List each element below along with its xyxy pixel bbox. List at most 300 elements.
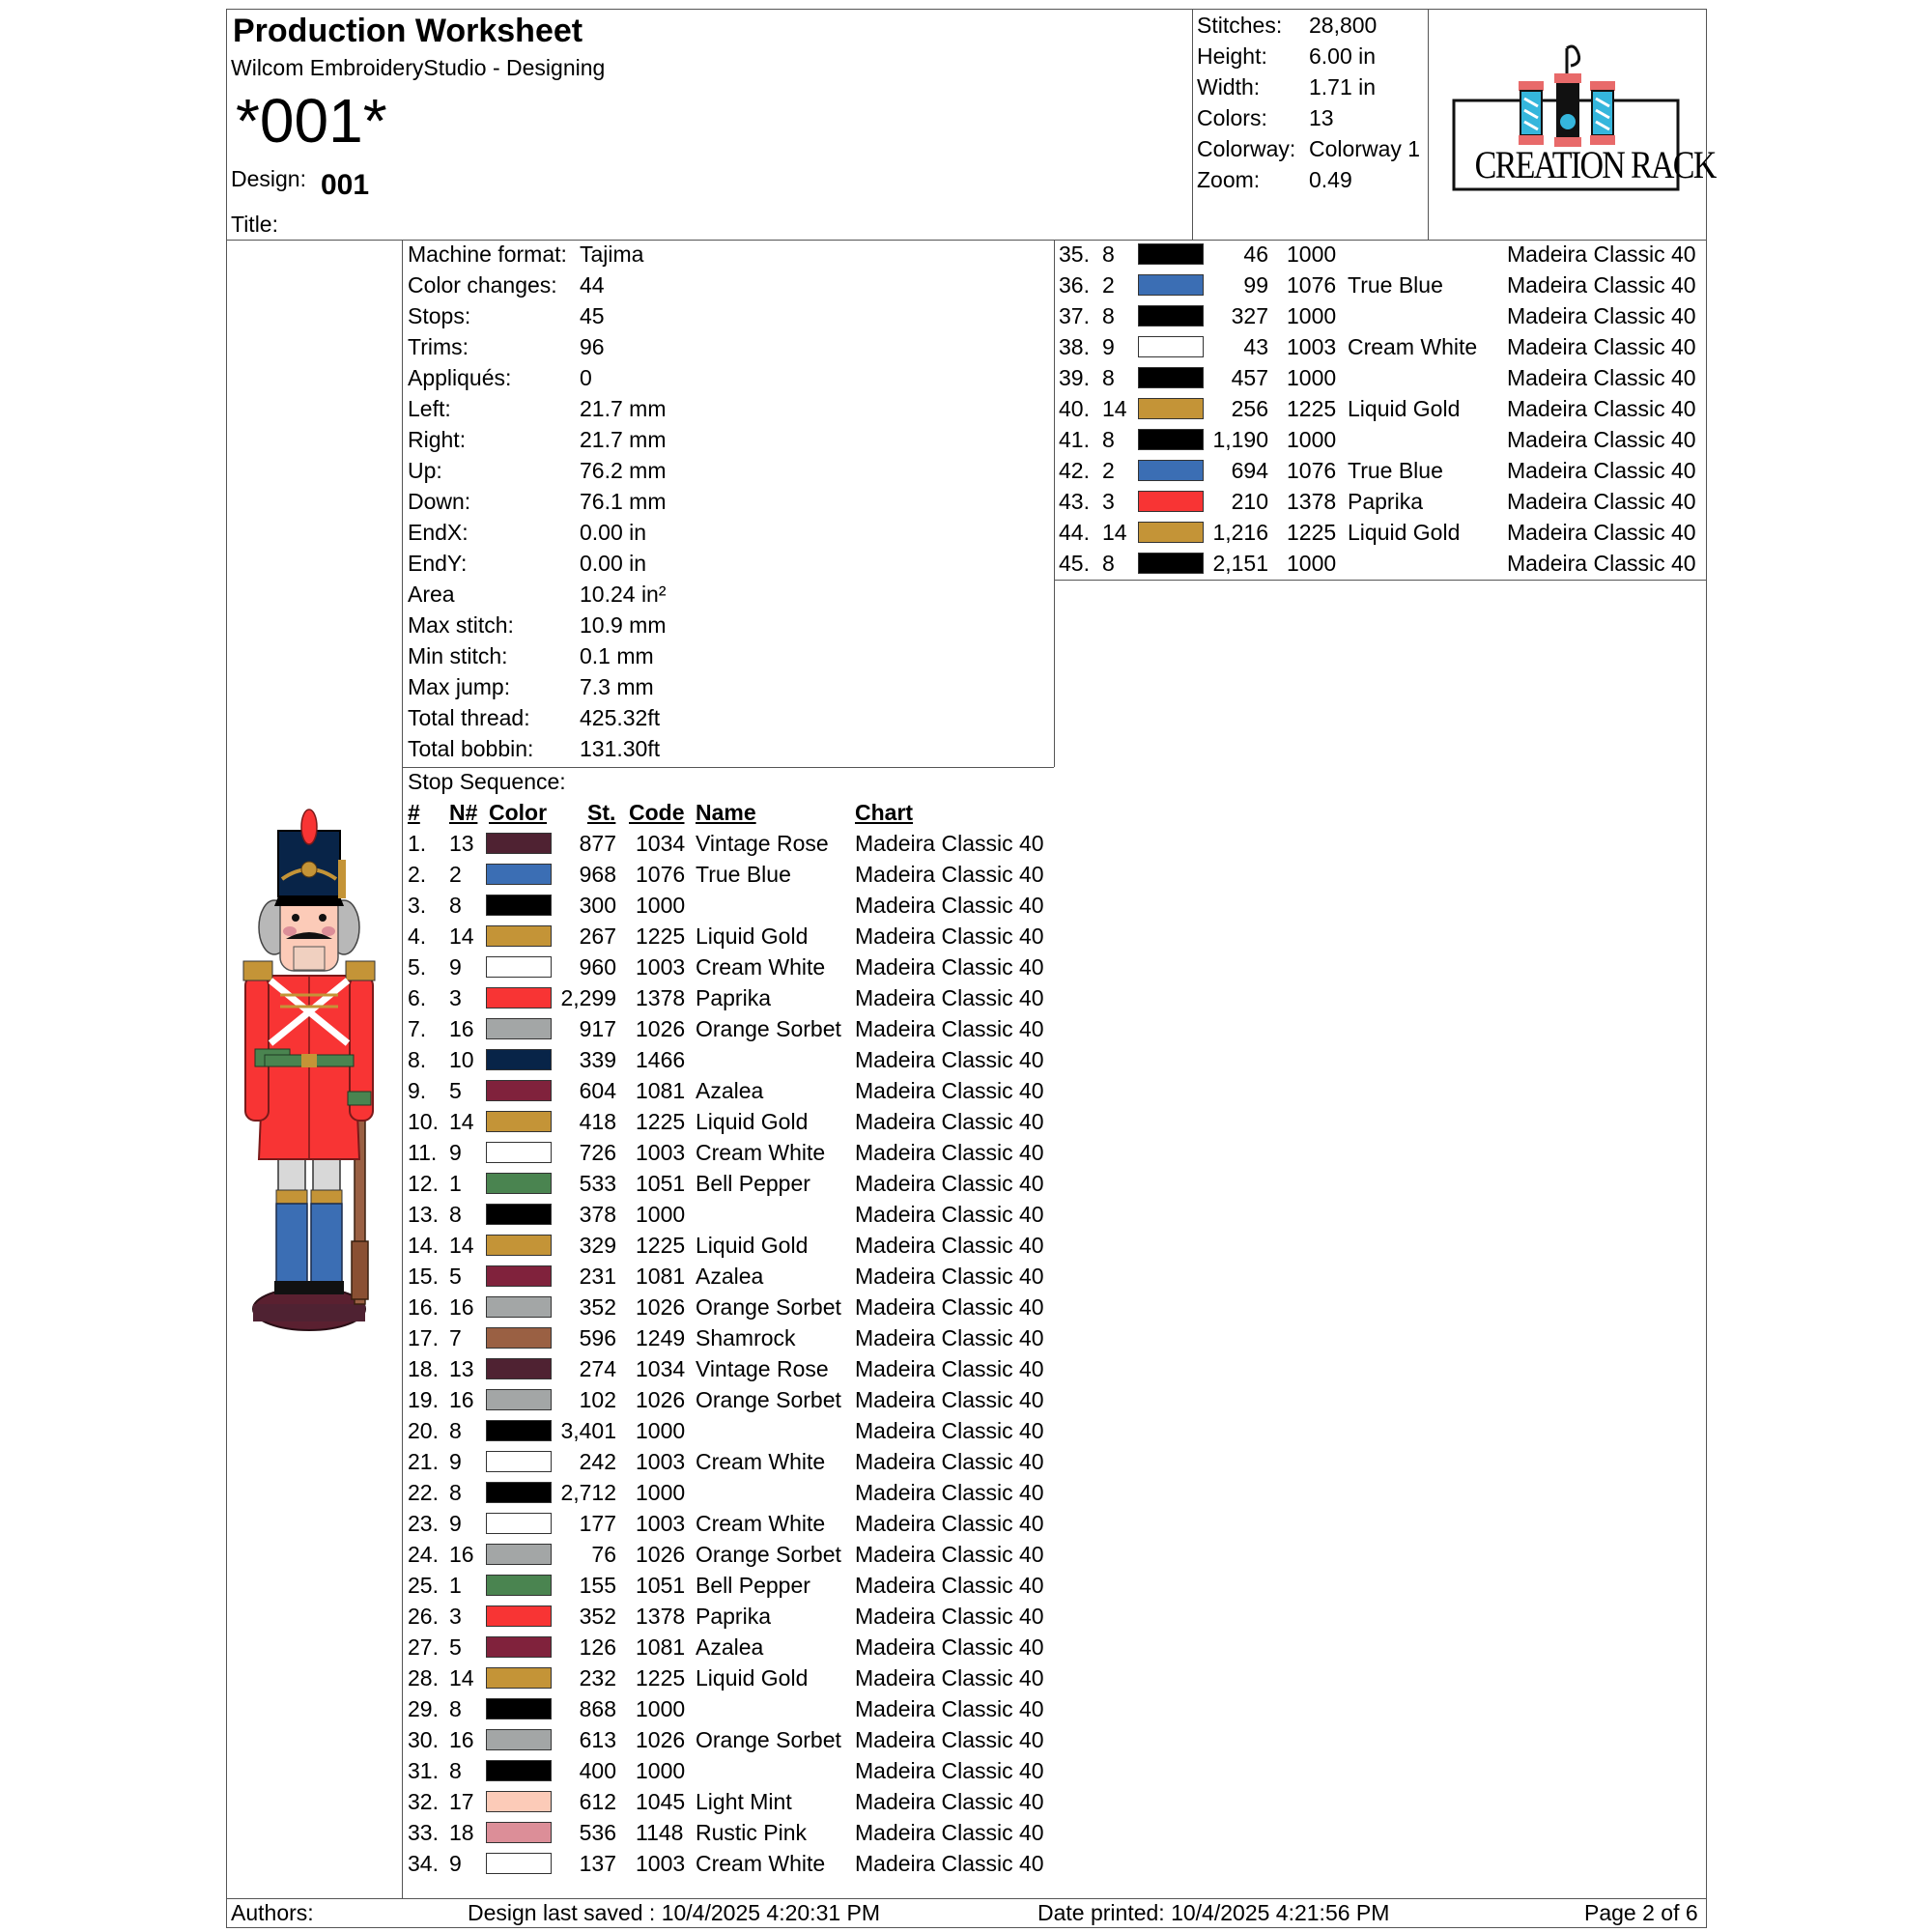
stop-code: 1378 [1287, 489, 1337, 514]
stop-code: 1076 [1287, 272, 1337, 298]
stop-needle: 14 [449, 1109, 474, 1134]
stop-color-swatch [486, 956, 552, 978]
stop-code: 1034 [636, 831, 686, 856]
stop-chart: Madeira Classic 40 [855, 1016, 1044, 1041]
stop-thread-name: Orange Sorbet [696, 1387, 841, 1412]
stop-number: 15. [408, 1264, 439, 1289]
stop-stitches: 596 [579, 1325, 616, 1350]
stop-number: 1. [408, 831, 427, 856]
stop-color-swatch [1138, 243, 1204, 265]
stop-code: 1378 [636, 1604, 686, 1629]
stop-needle: 16 [449, 1727, 474, 1752]
footer-authors: Authors: [231, 1900, 314, 1925]
stop-stitches: 267 [579, 923, 616, 949]
stop-chart: Madeira Classic 40 [855, 1047, 1044, 1072]
stop-needle: 3 [449, 1604, 462, 1629]
stat-value: 7.3 mm [580, 674, 654, 699]
design-code-large: *001* [236, 86, 387, 156]
stop-needle: 14 [1102, 520, 1127, 545]
stop-chart: Madeira Classic 40 [855, 1604, 1044, 1629]
stop-code: 1026 [636, 1294, 686, 1320]
stop-color-swatch [486, 1173, 552, 1194]
stop-stitches: 43 [1243, 334, 1268, 359]
stop-needle: 9 [449, 1449, 462, 1474]
stop-code: 1000 [1287, 427, 1337, 452]
stop-code: 1026 [636, 1542, 686, 1567]
stop-number: 24. [408, 1542, 439, 1567]
stop-stitches: 137 [579, 1851, 616, 1876]
stop-color-swatch [486, 1822, 552, 1843]
stop-stitches: 126 [579, 1634, 616, 1660]
stop-stitches: 3,401 [560, 1418, 616, 1443]
stop-color-swatch [486, 1018, 552, 1039]
stop-number: 21. [408, 1449, 439, 1474]
stop-needle: 5 [449, 1634, 462, 1660]
stop-stitches: 300 [579, 893, 616, 918]
stop-color-swatch [486, 1667, 552, 1689]
summary-label: Colorway: [1197, 136, 1296, 161]
stop-sequence-label: Stop Sequence: [408, 769, 566, 794]
stat-label: Machine format: [408, 242, 567, 267]
stat-value: 0 [580, 365, 592, 390]
stop-stitches: 917 [579, 1016, 616, 1041]
stop-needle: 18 [449, 1820, 474, 1845]
stop-stitches: 231 [579, 1264, 616, 1289]
stop-needle: 14 [449, 1665, 474, 1690]
stop-needle: 8 [1102, 303, 1115, 328]
stop-thread-name: Bell Pepper [696, 1573, 810, 1598]
summary-value: 1.71 in [1309, 74, 1377, 99]
stop-code: 1000 [636, 1202, 686, 1227]
stop-thread-name: Vintage Rose [696, 831, 829, 856]
stop-number: 10. [408, 1109, 439, 1134]
col-n: N# [449, 800, 478, 825]
stop-chart: Madeira Classic 40 [855, 1851, 1044, 1876]
design-preview [232, 802, 396, 1343]
stat-value: 44 [580, 272, 605, 298]
stop-number: 17. [408, 1325, 439, 1350]
stop-chart: Madeira Classic 40 [855, 1078, 1044, 1103]
stop-color-swatch [1138, 429, 1204, 450]
stop-thread-name: Paprika [1348, 489, 1423, 514]
stop-chart: Madeira Classic 40 [855, 1387, 1044, 1412]
stop-needle: 14 [449, 923, 474, 949]
summary-value: 6.00 in [1309, 43, 1377, 69]
stop-thread-name: True Blue [1348, 272, 1443, 298]
stop-number: 9. [408, 1078, 427, 1103]
stop-needle: 8 [449, 893, 462, 918]
stop-color-swatch [486, 1420, 552, 1441]
stop-chart: Madeira Classic 40 [1507, 427, 1696, 452]
stat-label: EndX: [408, 520, 469, 545]
stop-needle: 8 [449, 1202, 462, 1227]
stop-stitches: 76 [591, 1542, 616, 1567]
stop-color-swatch [1138, 491, 1204, 512]
stop-chart: Madeira Classic 40 [855, 862, 1044, 887]
stat-value: 21.7 mm [580, 427, 667, 452]
stop-code: 1051 [636, 1171, 686, 1196]
stop-stitches: 868 [579, 1696, 616, 1721]
stop-chart: Madeira Classic 40 [1507, 365, 1696, 390]
stop-color-swatch [486, 1451, 552, 1472]
stop-number: 29. [408, 1696, 439, 1721]
stop-thread-name: Azalea [696, 1078, 764, 1103]
stop-number: 37. [1059, 303, 1090, 328]
stop-number: 18. [408, 1356, 439, 1381]
stop-color-swatch [486, 1389, 552, 1410]
stop-code: 1003 [1287, 334, 1337, 359]
stop-color-swatch [486, 1049, 552, 1070]
stop-number: 3. [408, 893, 427, 918]
stop-stitches: 232 [579, 1665, 616, 1690]
stop-stitches: 329 [579, 1233, 616, 1258]
stop-number: 31. [408, 1758, 439, 1783]
nutcracker-soldier-image [232, 802, 396, 1343]
stop-stitches: 457 [1231, 365, 1268, 390]
stop-code: 1000 [636, 1418, 686, 1443]
stop-thread-name: Liquid Gold [696, 1109, 809, 1134]
stop-needle: 5 [449, 1078, 462, 1103]
stop-number: 20. [408, 1418, 439, 1443]
stat-value: 76.2 mm [580, 458, 667, 483]
summary-value: Colorway 1 [1309, 136, 1421, 161]
stop-code: 1076 [1287, 458, 1337, 483]
stop-code: 1081 [636, 1264, 686, 1289]
stat-label: Area [408, 582, 455, 607]
stop-stitches: 1,190 [1212, 427, 1268, 452]
stop-color-swatch [1138, 305, 1204, 327]
stop-chart: Madeira Classic 40 [855, 893, 1044, 918]
stop-color-swatch [486, 833, 552, 854]
stat-label: Color changes: [408, 272, 557, 298]
stop-number: 39. [1059, 365, 1090, 390]
stat-value: 10.24 in² [580, 582, 667, 607]
stop-code: 1003 [636, 1851, 686, 1876]
stop-chart: Madeira Classic 40 [1507, 520, 1696, 545]
stop-chart: Madeira Classic 40 [1507, 303, 1696, 328]
stop-number: 36. [1059, 272, 1090, 298]
stop-chart: Madeira Classic 40 [855, 1820, 1044, 1845]
stop-stitches: 694 [1231, 458, 1268, 483]
stop-number: 40. [1059, 396, 1090, 421]
stop-needle: 5 [449, 1264, 462, 1289]
stop-chart: Madeira Classic 40 [855, 1418, 1044, 1443]
stop-thread-name: Paprika [696, 985, 771, 1010]
stop-code: 1225 [1287, 396, 1337, 421]
stop-thread-name: Cream White [696, 1449, 826, 1474]
stop-color-swatch [1138, 336, 1204, 357]
stop-thread-name: Shamrock [696, 1325, 796, 1350]
stop-chart: Madeira Classic 40 [855, 1325, 1044, 1350]
stop-stitches: 242 [579, 1449, 616, 1474]
stop-number: 2. [408, 862, 427, 887]
stop-color-swatch [486, 895, 552, 916]
stop-needle: 1 [449, 1171, 462, 1196]
title-label: Title: [231, 212, 278, 237]
stop-code: 1378 [636, 985, 686, 1010]
stop-color-swatch [486, 1482, 552, 1503]
stop-stitches: 536 [579, 1820, 616, 1845]
stop-needle: 8 [449, 1480, 462, 1505]
stop-thread-name: Cream White [696, 1511, 826, 1536]
stop-code: 1225 [636, 1109, 686, 1134]
stop-chart: Madeira Classic 40 [1507, 551, 1696, 576]
right-table-divider [1054, 240, 1055, 580]
stop-chart: Madeira Classic 40 [855, 1727, 1044, 1752]
summary-label: Width: [1197, 74, 1261, 99]
stop-code: 1000 [636, 1480, 686, 1505]
summary-value: 13 [1309, 105, 1334, 130]
stop-code: 1003 [636, 954, 686, 980]
stop-code: 1003 [636, 1140, 686, 1165]
stop-stitches: 418 [579, 1109, 616, 1134]
creation-rack-logo [1449, 39, 1716, 203]
stop-stitches: 877 [579, 831, 616, 856]
stop-chart: Madeira Classic 40 [855, 1356, 1044, 1381]
stop-color-swatch [486, 1296, 552, 1318]
stop-color-swatch [1138, 367, 1204, 388]
footer-page-number: Page 2 of 6 [1584, 1900, 1698, 1925]
stop-chart: Madeira Classic 40 [855, 1511, 1044, 1536]
stop-chart: Madeira Classic 40 [855, 954, 1044, 980]
header-divider-1 [1192, 9, 1193, 241]
col-code: Code [629, 800, 685, 825]
stop-stitches: 378 [579, 1202, 616, 1227]
stat-label: Max stitch: [408, 612, 514, 638]
stop-code: 1034 [636, 1356, 686, 1381]
stop-chart: Madeira Classic 40 [855, 1696, 1044, 1721]
stat-label: Max jump: [408, 674, 511, 699]
stat-label: Stops: [408, 303, 471, 328]
stop-needle: 8 [1102, 365, 1115, 390]
stop-code: 1225 [1287, 520, 1337, 545]
stop-needle: 16 [449, 1016, 474, 1041]
stop-color-swatch [486, 1111, 552, 1132]
stop-color-swatch [1138, 274, 1204, 296]
stop-chart: Madeira Classic 40 [855, 1140, 1044, 1165]
stop-number: 35. [1059, 242, 1090, 267]
stop-thread-name: Orange Sorbet [696, 1016, 841, 1041]
stop-number: 12. [408, 1171, 439, 1196]
stop-code: 1045 [636, 1789, 686, 1814]
stat-value: 21.7 mm [580, 396, 667, 421]
stop-needle: 8 [1102, 242, 1115, 267]
stop-number: 7. [408, 1016, 427, 1041]
stop-needle: 17 [449, 1789, 474, 1814]
stop-code: 1026 [636, 1387, 686, 1412]
stop-color-swatch [1138, 522, 1204, 543]
stop-stitches: 256 [1231, 396, 1268, 421]
stop-chart: Madeira Classic 40 [1507, 396, 1696, 421]
stop-number: 16. [408, 1294, 439, 1320]
stop-stitches: 177 [579, 1511, 616, 1536]
stop-thread-name: True Blue [696, 862, 791, 887]
stop-needle: 7 [449, 1325, 462, 1350]
stop-needle: 14 [1102, 396, 1127, 421]
stop-code: 1003 [636, 1449, 686, 1474]
stop-stitches: 46 [1243, 242, 1268, 267]
stat-label: Total bobbin: [408, 736, 534, 761]
stop-needle: 13 [449, 831, 474, 856]
stop-thread-name: Bell Pepper [696, 1171, 810, 1196]
stop-code: 1148 [636, 1820, 684, 1845]
stop-code: 1000 [636, 1758, 686, 1783]
stop-code: 1000 [1287, 551, 1337, 576]
stop-number: 42. [1059, 458, 1090, 483]
stop-chart: Madeira Classic 40 [855, 1264, 1044, 1289]
stop-color-swatch [486, 1358, 552, 1379]
stop-number: 33. [408, 1820, 439, 1845]
stop-chart: Madeira Classic 40 [855, 1789, 1044, 1814]
stop-needle: 8 [1102, 427, 1115, 452]
stop-thread-name: Vintage Rose [696, 1356, 829, 1381]
stop-needle: 9 [1102, 334, 1115, 359]
stop-chart: Madeira Classic 40 [1507, 458, 1696, 483]
stop-color-swatch [486, 1791, 552, 1812]
stop-number: 45. [1059, 551, 1090, 576]
stat-label: Up: [408, 458, 442, 483]
stop-thread-name: Orange Sorbet [696, 1294, 841, 1320]
stat-value: 0.00 in [580, 551, 647, 576]
stop-chart: Madeira Classic 40 [855, 1480, 1044, 1505]
stop-color-swatch [486, 1142, 552, 1163]
stop-number: 23. [408, 1511, 439, 1536]
stop-needle: 3 [449, 985, 462, 1010]
stop-stitches: 327 [1231, 303, 1268, 328]
stop-stitches: 1,216 [1212, 520, 1268, 545]
stop-number: 34. [408, 1851, 439, 1876]
stop-chart: Madeira Classic 40 [855, 985, 1044, 1010]
footer-rule [226, 1898, 1707, 1899]
stop-thread-name: Azalea [696, 1264, 764, 1289]
stop-color-swatch [486, 1698, 552, 1719]
stop-chart: Madeira Classic 40 [1507, 272, 1696, 298]
summary-label: Zoom: [1197, 167, 1261, 192]
stop-stitches: 613 [579, 1727, 616, 1752]
stat-label: Total thread: [408, 705, 530, 730]
footer-date-printed: Date printed: 10/4/2025 4:21:56 PM [1037, 1900, 1390, 1925]
stop-needle: 8 [449, 1418, 462, 1443]
stop-chart: Madeira Classic 40 [855, 1109, 1044, 1134]
stop-number: 13. [408, 1202, 439, 1227]
stop-thread-name: Liquid Gold [1348, 520, 1461, 545]
stop-color-swatch [486, 1853, 552, 1874]
stop-chart: Madeira Classic 40 [855, 1634, 1044, 1660]
header-divider-2 [1428, 9, 1429, 241]
stop-thread-name: True Blue [1348, 458, 1443, 483]
stop-needle: 1 [449, 1573, 462, 1598]
stop-needle: 9 [449, 1511, 462, 1536]
summary-value: 0.49 [1309, 167, 1352, 192]
stop-stitches: 210 [1231, 489, 1268, 514]
stop-number: 8. [408, 1047, 427, 1072]
stop-stitches: 352 [579, 1294, 616, 1320]
stat-value: 0.00 in [580, 520, 647, 545]
stop-needle: 8 [1102, 551, 1115, 576]
stop-color-swatch [486, 1235, 552, 1256]
stat-label: Trims: [408, 334, 469, 359]
stop-stitches: 2,151 [1212, 551, 1268, 576]
stat-value: 96 [580, 334, 605, 359]
stop-color-swatch [486, 1080, 552, 1101]
stop-needle: 9 [449, 1851, 462, 1876]
preview-column-divider [402, 240, 403, 1898]
stop-color-swatch [486, 1575, 552, 1596]
stat-value: 425.32ft [580, 705, 661, 730]
stop-thread-name: Orange Sorbet [696, 1542, 841, 1567]
stop-number: 14. [408, 1233, 439, 1258]
stop-thread-name: Cream White [1348, 334, 1478, 359]
stop-color-swatch [486, 1544, 552, 1565]
stop-number: 32. [408, 1789, 439, 1814]
stop-number: 6. [408, 985, 427, 1010]
stop-needle: 8 [449, 1758, 462, 1783]
stat-value: 0.1 mm [580, 643, 654, 668]
stop-code: 1225 [636, 923, 686, 949]
stop-number: 41. [1059, 427, 1090, 452]
col-st: St. [587, 800, 616, 825]
stop-chart: Madeira Classic 40 [1507, 334, 1696, 359]
col-num: # [408, 800, 420, 825]
page-title: Production Worksheet [233, 13, 583, 49]
summary-label: Stitches: [1197, 13, 1283, 38]
stop-number: 5. [408, 954, 427, 980]
stop-color-swatch [486, 1636, 552, 1658]
stop-code: 1026 [636, 1727, 686, 1752]
stop-needle: 8 [449, 1696, 462, 1721]
col-chart: Chart [855, 800, 914, 825]
stop-needle: 9 [449, 1140, 462, 1165]
stop-stitches: 960 [579, 954, 616, 980]
stop-code: 1003 [636, 1511, 686, 1536]
stop-stitches: 102 [579, 1387, 616, 1412]
stop-color-swatch [486, 1729, 552, 1750]
stop-thread-name: Liquid Gold [696, 1233, 809, 1258]
stop-chart: Madeira Classic 40 [855, 1758, 1044, 1783]
stop-number: 25. [408, 1573, 439, 1598]
stop-number: 44. [1059, 520, 1090, 545]
stop-number: 22. [408, 1480, 439, 1505]
stop-stitches: 339 [579, 1047, 616, 1072]
stat-label: Right: [408, 427, 467, 452]
stop-code: 1081 [636, 1634, 686, 1660]
stat-value: Tajima [580, 242, 644, 267]
stop-needle: 13 [449, 1356, 474, 1381]
stop-color-swatch [486, 1327, 552, 1349]
stop-stitches: 968 [579, 862, 616, 887]
stop-color-swatch [1138, 553, 1204, 574]
stop-code: 1466 [636, 1047, 686, 1072]
stop-color-swatch [486, 1204, 552, 1225]
stop-color-swatch [486, 1605, 552, 1627]
right-table-bottom-rule [1054, 580, 1707, 581]
col-name: Name [696, 800, 756, 825]
stat-value: 76.1 mm [580, 489, 667, 514]
stop-stitches: 604 [579, 1078, 616, 1103]
design-label: Design: [231, 166, 306, 191]
stat-value: 10.9 mm [580, 612, 667, 638]
stop-stitches: 2,712 [560, 1480, 616, 1505]
stop-thread-name: Cream White [696, 1851, 826, 1876]
design-value: 001 [321, 169, 370, 201]
stop-color-swatch [486, 987, 552, 1009]
stop-number: 19. [408, 1387, 439, 1412]
stop-thread-name: Light Mint [696, 1789, 792, 1814]
stop-thread-name: Liquid Gold [696, 1665, 809, 1690]
stop-needle: 9 [449, 954, 462, 980]
stop-number: 27. [408, 1634, 439, 1660]
stop-number: 43. [1059, 489, 1090, 514]
